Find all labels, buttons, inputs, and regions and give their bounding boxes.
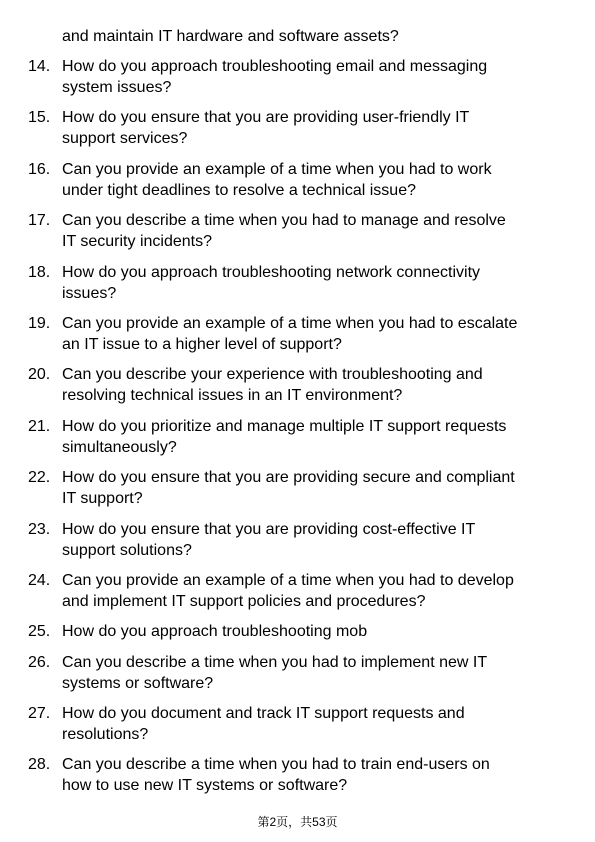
question-text-line: How do you ensure that you are providing cost-effective IT	[62, 520, 476, 538]
question-text-line: How do you ensure that you are providing secure and compliant	[62, 469, 515, 487]
question-number: 24.	[28, 571, 51, 589]
continued-question-text: and maintain IT hardware and software assets?	[62, 28, 399, 45]
question-text-line: resolutions?	[62, 726, 149, 744]
question-text-line: How do you approach troubleshooting mob	[62, 623, 368, 641]
question-number: 22.	[28, 469, 51, 487]
question-number: 20.	[28, 366, 51, 384]
question-text-line: support services?	[62, 130, 188, 148]
question-item	[0, 210, 595, 252]
question-item	[0, 364, 595, 406]
question-number: 14.	[28, 58, 51, 75]
question-item	[0, 570, 595, 612]
question-text-line: simultaneously?	[62, 438, 177, 456]
question-number: 18.	[28, 263, 51, 281]
question-text-line: Can you describe a time when you had to manage and resolve	[62, 212, 506, 230]
question-item	[0, 754, 595, 796]
question-text-line: Can you provide an example of a time when you had to work	[62, 160, 492, 178]
question-text-line: how to use new IT systems or software?	[62, 777, 348, 795]
question-text-line: IT support?	[62, 490, 143, 508]
question-text-line: Can you describe a time when you had to train end-users on	[62, 756, 490, 774]
question-text-line: Can you describe your experience with troubleshooting and	[62, 366, 483, 384]
question-text-line: and implement IT support policies and procedures?	[62, 592, 426, 610]
question-text-line: How do you prioritize and manage multiple IT support requests	[62, 417, 507, 435]
question-list	[0, 56, 595, 806]
question-item	[0, 519, 595, 561]
question-item	[0, 416, 595, 458]
question-text-line: How do you ensure that you are providing user-friendly IT	[62, 109, 470, 127]
question-item	[0, 159, 595, 201]
question-number: 19.	[28, 314, 51, 332]
question-number: 25.	[28, 623, 51, 641]
question-number: 28.	[28, 756, 51, 774]
question-number: 17.	[28, 212, 51, 230]
question-text-line: under tight deadlines to resolve a technical issue?	[62, 181, 416, 199]
question-item	[0, 621, 595, 642]
question-number: 27.	[28, 705, 51, 723]
question-text-line: system issues?	[62, 79, 172, 96]
question-text-line: an IT issue to a higher level of support?	[62, 335, 342, 353]
question-number: 23.	[28, 520, 51, 538]
question-item	[0, 467, 595, 509]
question-text-line: Can you provide an example of a time when you had to escalate	[62, 314, 518, 332]
question-number: 21.	[28, 417, 51, 435]
question-number: 26.	[28, 653, 51, 671]
question-text-line: support solutions?	[62, 541, 192, 559]
question-item	[0, 313, 595, 355]
question-text-line: resolving technical issues in an IT environment?	[62, 387, 403, 405]
question-text-line: Can you describe a time when you had to implement new IT	[62, 653, 488, 671]
question-text-line: IT security incidents?	[62, 233, 212, 251]
question-text-line: How do you approach troubleshooting network connectivity	[62, 263, 481, 281]
page-number-footer: 第2页，共53页	[257, 815, 338, 829]
question-item	[0, 107, 595, 149]
question-text-line: How do you approach troubleshooting email and messaging	[62, 58, 488, 75]
question-item	[0, 262, 595, 304]
question-text-line: issues?	[62, 284, 117, 302]
question-text-line: Can you provide an example of a time when you had to develop	[62, 571, 514, 589]
question-item	[0, 652, 595, 694]
question-text-line: How do you document and track IT support requests and	[62, 705, 465, 723]
question-text-line: systems or software?	[62, 674, 214, 692]
question-number: 16.	[28, 160, 51, 178]
question-item	[0, 56, 595, 98]
question-number: 15.	[28, 109, 51, 127]
question-item	[0, 703, 595, 745]
